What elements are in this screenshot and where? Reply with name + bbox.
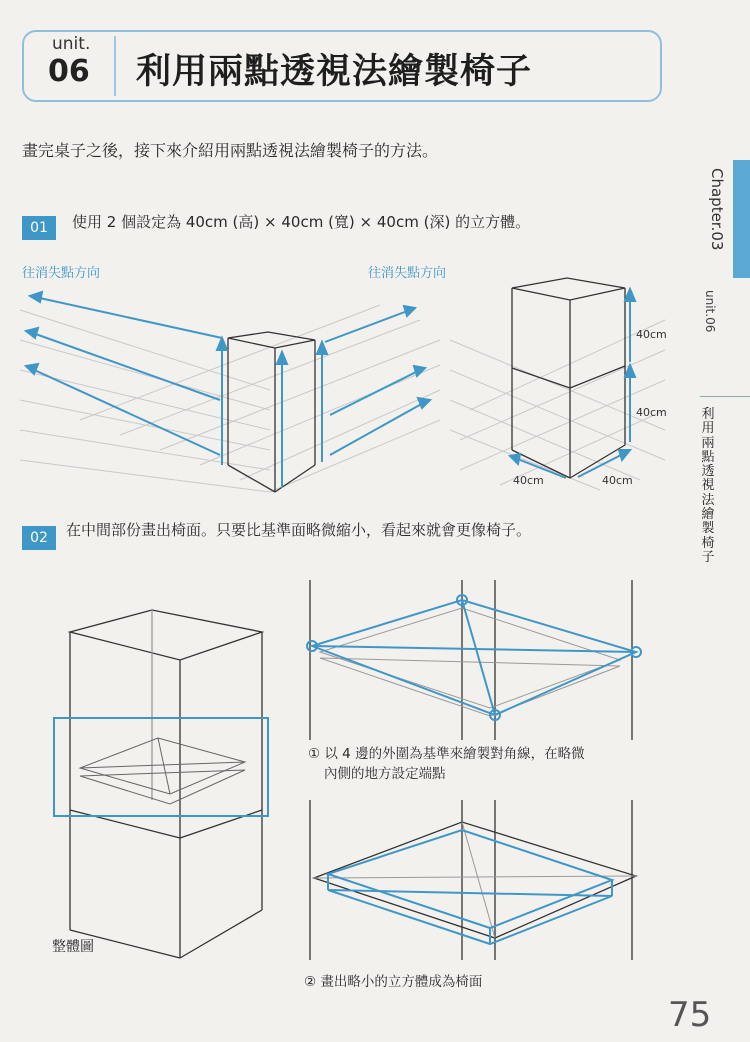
chapter-tab bbox=[733, 160, 750, 278]
title-divider bbox=[114, 36, 116, 96]
figure-cube-perspective bbox=[0, 270, 700, 500]
dim-label-mid: 40cm bbox=[636, 406, 667, 419]
figure-seat-cube bbox=[290, 800, 660, 960]
dim-label-top: 40cm bbox=[636, 328, 667, 341]
dim-label-bottom-right: 40cm bbox=[602, 474, 633, 487]
step-text-01: 使用 2 個設定為 40cm (高) × 40cm (寬) × 40cm (深) 的立方體。 bbox=[72, 213, 531, 231]
caption-2: ② 畫出略小的立方體成為椅面 bbox=[304, 974, 483, 990]
sidebar-divider bbox=[700, 396, 750, 397]
figure-overall-chair bbox=[40, 600, 280, 960]
dim-label-bottom-left: 40cm bbox=[513, 474, 544, 487]
vanish-label-left: 往消失點方向 bbox=[22, 266, 101, 281]
caption-1-line-2: 內側的地方設定端點 bbox=[324, 766, 446, 782]
unit-number: 06 bbox=[48, 54, 90, 89]
overall-label: 整體圖 bbox=[52, 939, 94, 955]
step-badge-01: 01 bbox=[22, 216, 56, 240]
sidebar-title: 利用兩點透視法繪製椅子 bbox=[701, 407, 715, 565]
step-badge-02: 02 bbox=[22, 526, 56, 550]
page-title: 利用兩點透視法繪製椅子 bbox=[136, 52, 533, 92]
chapter-label: Chapter.03 bbox=[708, 168, 726, 251]
figure-seat-diagonals bbox=[290, 580, 660, 740]
page-number: 75 bbox=[668, 995, 712, 1035]
intro-text: 畫完桌子之後，接下來介紹用兩點透視法繪製椅子的方法。 bbox=[22, 141, 439, 160]
step-text-02: 在中間部份畫出椅面。只要比基準面略微縮小，看起來就會更像椅子。 bbox=[66, 521, 532, 539]
unit-label: unit. bbox=[52, 34, 91, 54]
vanish-label-right: 往消失點方向 bbox=[368, 266, 447, 281]
sidebar-unit-label: unit.06 bbox=[703, 290, 717, 333]
caption-1-line-1: ① 以 4 邊的外圍為基準來繪製對角線，在略微 bbox=[308, 746, 585, 762]
